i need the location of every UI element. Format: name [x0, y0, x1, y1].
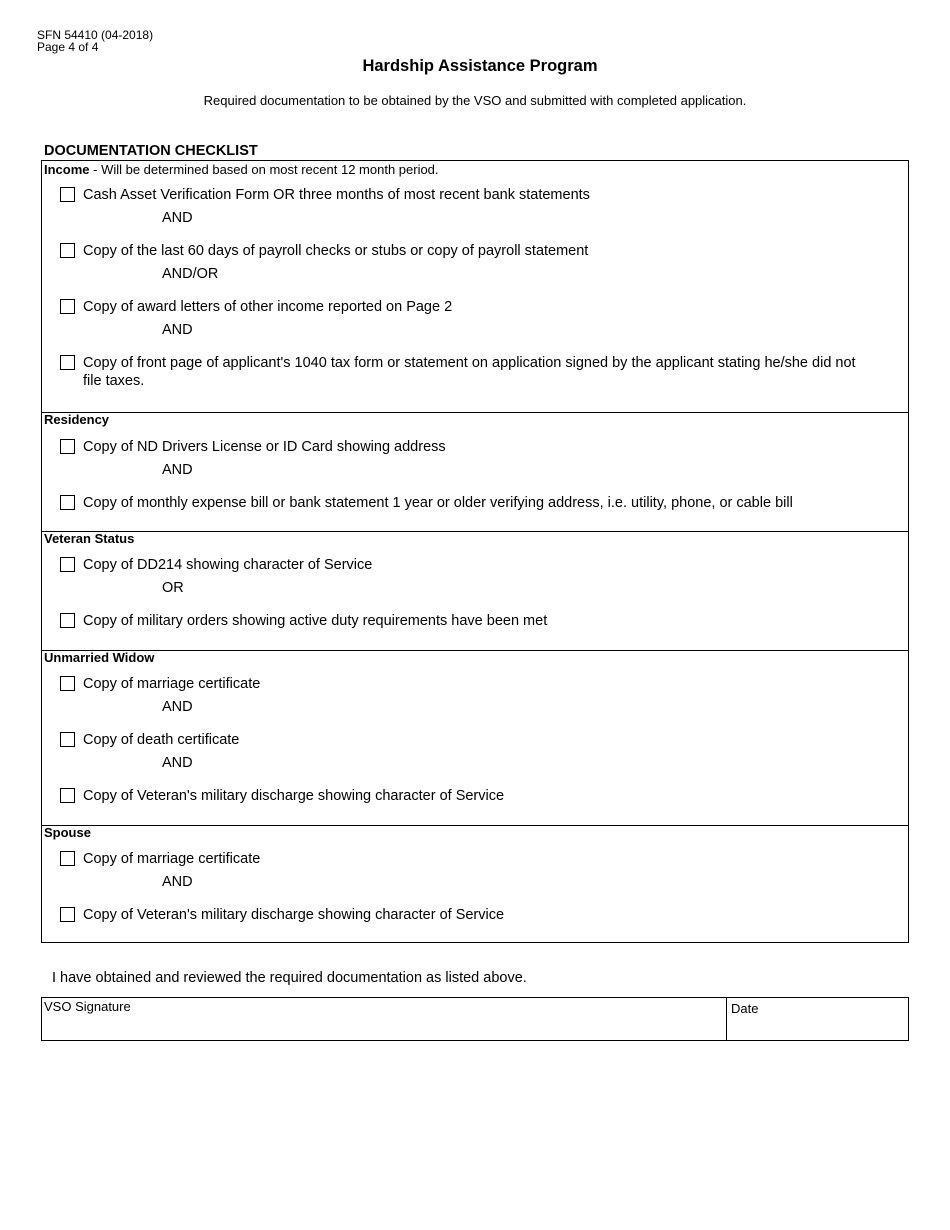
checkbox-widow-marriage-certificate[interactable]: [60, 676, 75, 691]
section-note-income: - Will be determined based on most recent 12 month period.: [89, 162, 439, 177]
conjunction-label: AND: [162, 874, 193, 890]
section-header-residency: [44, 412, 109, 427]
section-header-spouse: [44, 825, 91, 840]
conjunction-label: AND: [162, 699, 193, 715]
checkbox-spouse-discharge[interactable]: [60, 907, 75, 922]
item-text: Copy of Veteran's military discharge showing character of Service: [83, 907, 505, 923]
section-divider: [42, 531, 908, 532]
item-text: Copy of DD214 showing character of Service: [83, 557, 373, 573]
item-text: Copy of front page of applicant's 1040 tax form or statement on application signed by the applicant stating he/she did not file taxes.: [83, 355, 856, 389]
section-header-veteran-status: [44, 531, 134, 546]
section-label-residency: Residency: [44, 412, 110, 427]
vso-signature-label: VSO Signature: [44, 999, 131, 1014]
section-header-unmarried-widow: [44, 650, 154, 665]
checkbox-dd214[interactable]: [60, 557, 75, 572]
signature-row: [41, 997, 909, 1041]
item-text: Copy of marriage certificate: [83, 676, 261, 692]
section-label-veteran-status: Veteran Status: [44, 531, 135, 546]
checklist-heading: DOCUMENTATION CHECKLIST: [44, 143, 258, 159]
item-text: Cash Asset Verification Form OR three months of most recent bank statements: [83, 187, 590, 203]
item-text: Copy of death certificate: [83, 732, 240, 748]
documentation-checklist: [41, 160, 909, 943]
item-text: Copy of ND Drivers License or ID Card showing address: [83, 439, 446, 455]
page-title: Hardship Assistance Program: [362, 57, 598, 75]
attestation-statement: I have obtained and reviewed the required documentation as listed above.: [52, 970, 527, 986]
section-label-spouse: Spouse: [44, 825, 91, 840]
conjunction-label: AND: [162, 755, 193, 771]
section-label-unmarried-widow: Unmarried Widow: [44, 650, 155, 665]
checkbox-award-letters[interactable]: [60, 299, 75, 314]
form-number: SFN 54410 (04-2018): [37, 28, 154, 42]
section-header-income: [44, 162, 439, 177]
section-divider: [42, 650, 908, 651]
item-text: Copy of marriage certificate: [83, 851, 261, 867]
conjunction-label: AND: [162, 322, 193, 338]
conjunction-label: AND: [162, 210, 193, 226]
checkbox-expense-bill[interactable]: [60, 495, 75, 510]
item-text: Copy of Veteran's military discharge showing character of Service: [83, 788, 505, 804]
conjunction-label: AND/OR: [162, 266, 219, 282]
checkbox-widow-discharge[interactable]: [60, 788, 75, 803]
form-identifier: [37, 29, 153, 53]
page-subtitle: Required documentation to be obtained by the VSO and submitted with completed application.: [203, 93, 747, 108]
checkbox-spouse-marriage-certificate[interactable]: [60, 851, 75, 866]
item-text: Copy of the last 60 days of payroll checks or stubs or copy of payroll statement: [83, 243, 589, 259]
checkbox-cash-asset[interactable]: [60, 187, 75, 202]
checkbox-payroll[interactable]: [60, 243, 75, 258]
checkbox-tax-form[interactable]: [60, 355, 75, 370]
section-divider: [42, 825, 908, 826]
checkbox-drivers-license[interactable]: [60, 439, 75, 454]
conjunction-label: OR: [162, 580, 184, 596]
date-label: Date: [731, 1001, 759, 1016]
checkbox-death-certificate[interactable]: [60, 732, 75, 747]
item-text: Copy of award letters of other income reported on Page 2: [83, 299, 453, 315]
date-field[interactable]: [726, 998, 909, 1040]
page-number: Page 4 of 4: [37, 40, 99, 54]
section-label-income: Income: [44, 162, 90, 177]
section-divider: [42, 412, 908, 413]
conjunction-label: AND: [162, 462, 193, 478]
checkbox-military-orders[interactable]: [60, 613, 75, 628]
item-text: Copy of military orders showing active duty requirements have been met: [83, 613, 548, 629]
item-text: Copy of monthly expense bill or bank statement 1 year or older verifying address, i.e. utility, phone, or cable bill: [83, 495, 793, 511]
